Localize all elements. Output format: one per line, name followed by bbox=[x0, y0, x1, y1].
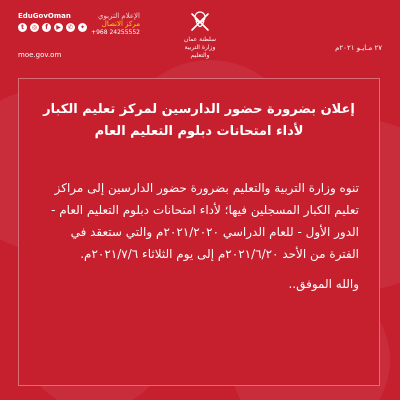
oman-emblem-icon bbox=[187, 8, 213, 34]
website-link[interactable]: moe.gov.om bbox=[18, 51, 62, 59]
announcement-title: إعلان بضرورة حضور الدارسين لمركز تعليم الكبار لأداء امتحانات دبلوم التعليم العام bbox=[43, 102, 355, 139]
contact-phone[interactable]: +968 24255552 bbox=[91, 29, 140, 36]
twitter-icon[interactable]: t bbox=[18, 23, 27, 32]
announcement-date: ٢٧ مـايـو ٢٠٢١م bbox=[335, 44, 382, 52]
facebook-icon[interactable]: f bbox=[42, 23, 51, 32]
media-label: الإعلام التربوي bbox=[98, 12, 140, 20]
whatsapp-icon[interactable]: ✆ bbox=[67, 24, 74, 31]
social-handle: EduGovOman bbox=[18, 12, 71, 20]
announcement-body: تنوه وزارة التربية والتعليم بضرورة حضور الدارسين إلى مراكز تعليم الكبار المسجلين فيها؛ لأداء امتحانات دبلوم التعليم العام - الدور الأول - للعام الدراسي ٢٠٢١/٢٠٢٠م والتي ستعقد في الفترة من الأحد ٢٠٢١/٦/٢٠م إلى يوم الثلاثاء ٢٠٢١/٧/٦م. bbox=[51, 181, 359, 261]
ministry-name: سلطنة عمان وزارة التربية والتعليم bbox=[183, 36, 217, 59]
contact-center-label: مركز الاتصال bbox=[101, 20, 140, 28]
contact-block bbox=[70, 12, 140, 36]
header bbox=[0, 0, 400, 78]
instagram-icon[interactable]: ◎ bbox=[31, 24, 38, 31]
youtube-icon[interactable]: ▶ bbox=[54, 23, 63, 32]
announcement-closing: والله الموفق.. bbox=[288, 277, 359, 291]
ministry-logo bbox=[175, 8, 225, 60]
snapchat-icon[interactable]: ✦ bbox=[79, 24, 86, 31]
announcement-card bbox=[18, 78, 380, 386]
